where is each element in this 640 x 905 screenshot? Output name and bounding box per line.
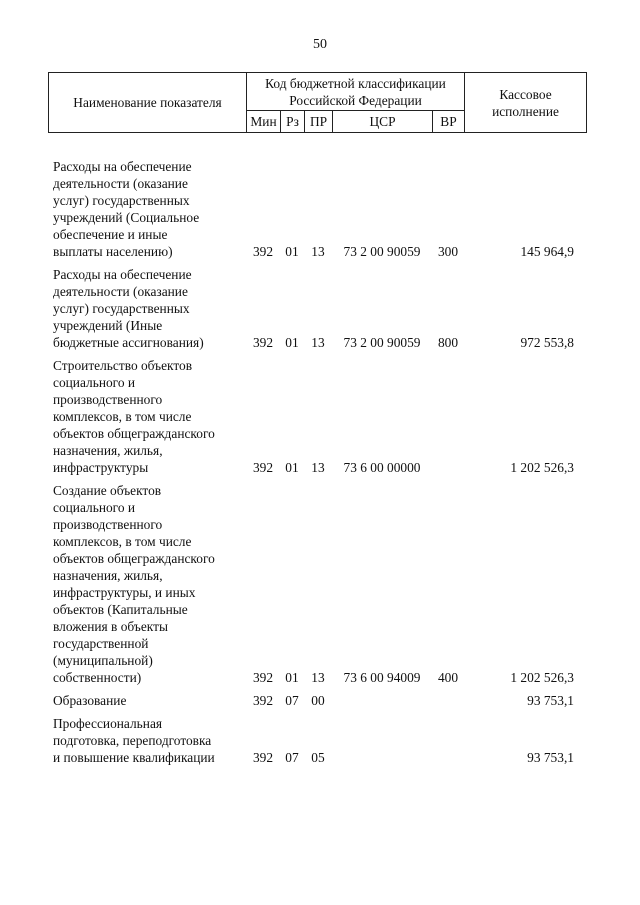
row-name-line: социального и xyxy=(53,375,136,390)
row-pr: 00 xyxy=(311,693,325,708)
row-name xyxy=(48,482,246,692)
row-pr: 05 xyxy=(311,750,325,765)
row-name-line: Расходы на обеспечение xyxy=(53,267,192,282)
row-name-line: вложения в объекты xyxy=(53,619,168,634)
header-code-group xyxy=(247,73,465,111)
row-name-line: назначения, жилья, xyxy=(53,568,163,583)
row-amount: 972 553,8 xyxy=(520,335,574,350)
table-row xyxy=(48,158,588,266)
header-code-line1: Код бюджетной классификации xyxy=(265,75,446,91)
row-amount: 93 753,1 xyxy=(527,750,574,765)
table-row xyxy=(48,266,588,357)
row-name-line: производственного xyxy=(53,392,163,407)
row-csr: 73 6 00 00000 xyxy=(343,460,421,475)
table-body xyxy=(48,158,588,772)
row-min: 392 xyxy=(252,670,274,685)
row-min: 392 xyxy=(252,335,274,350)
row-name-line: учреждений (Иные xyxy=(53,318,163,333)
row-name-line: услуг) государственных xyxy=(53,193,190,208)
row-rz: 01 xyxy=(285,670,299,685)
row-amount: 1 202 526,3 xyxy=(510,460,574,475)
row-name-line: Образование xyxy=(53,693,127,708)
row-name-line: учреждений (Социальное xyxy=(53,210,200,225)
page-number: 50 xyxy=(313,37,327,52)
header-exec-col xyxy=(465,73,587,133)
row-vr xyxy=(432,692,464,715)
row-csr: 73 2 00 90059 xyxy=(343,244,421,259)
table-row xyxy=(48,715,588,772)
row-csr xyxy=(332,715,432,772)
table-header xyxy=(48,72,587,133)
row-name-line: (муниципальной) xyxy=(53,653,153,668)
header-exec-line1: Кассовое xyxy=(499,86,552,102)
row-min: 392 xyxy=(252,750,274,765)
row-amount: 93 753,1 xyxy=(527,693,574,708)
row-name-line: Профессиональная xyxy=(53,716,163,731)
row-name-line: Расходы на обеспечение xyxy=(53,159,192,174)
row-name-line: комплексов, в том числе xyxy=(53,534,192,549)
row-name-line: Строительство объектов xyxy=(53,358,193,373)
row-pr: 13 xyxy=(311,460,325,475)
row-min: 392 xyxy=(252,244,274,259)
header-name-label: Наименование показателя xyxy=(73,95,222,110)
row-name-line: комплексов, в том числе xyxy=(53,409,192,424)
row-csr: 73 2 00 90059 xyxy=(343,335,421,350)
row-name xyxy=(48,266,246,357)
row-rz: 07 xyxy=(285,693,299,708)
row-name-line: объектов общегражданского xyxy=(53,426,215,441)
row-name xyxy=(48,715,246,772)
table-row xyxy=(48,482,588,692)
row-name-line: бюджетные ассигнования) xyxy=(53,335,204,350)
header-exec-line2: исполнение xyxy=(492,103,559,119)
row-rz: 07 xyxy=(285,750,299,765)
row-rz: 01 xyxy=(285,244,299,259)
header-vr: ВР xyxy=(433,111,465,133)
header-code-line2: Российской Федерации xyxy=(289,92,422,108)
row-csr xyxy=(332,692,432,715)
row-name-line: деятельности (оказание xyxy=(53,176,188,191)
row-name-line: и повышение квалификации xyxy=(53,750,215,765)
row-name-line: производственного xyxy=(53,517,163,532)
header-pr: ПР xyxy=(305,111,333,133)
row-pr: 13 xyxy=(311,670,325,685)
row-vr: 300 xyxy=(437,244,459,259)
row-min: 392 xyxy=(252,693,274,708)
row-amount: 145 964,9 xyxy=(520,244,574,259)
row-name xyxy=(48,692,246,715)
row-name-line: услуг) государственных xyxy=(53,301,190,316)
header-name-col xyxy=(49,73,247,133)
row-name-line: собственности) xyxy=(53,670,142,685)
row-name-line: социального и xyxy=(53,500,136,515)
row-rz: 01 xyxy=(285,460,299,475)
header-csr: ЦСР xyxy=(333,111,433,133)
row-name-line: деятельности (оказание xyxy=(53,284,188,299)
row-rz: 01 xyxy=(285,335,299,350)
row-vr xyxy=(432,715,464,772)
row-csr: 73 6 00 94009 xyxy=(343,670,421,685)
row-name-line: назначения, жилья, xyxy=(53,443,163,458)
row-vr: 400 xyxy=(437,670,459,685)
row-min: 392 xyxy=(252,460,274,475)
table-row xyxy=(48,692,588,715)
row-name-line: подготовка, переподготовка xyxy=(53,733,212,748)
row-name-line: объектов (Капитальные xyxy=(53,602,188,617)
header-rz: Рз xyxy=(281,111,305,133)
row-name-line: обеспечение и иные xyxy=(53,227,168,242)
row-pr: 13 xyxy=(311,244,325,259)
row-amount: 1 202 526,3 xyxy=(510,670,574,685)
row-vr xyxy=(432,357,464,482)
row-name-line: инфраструктуры, и иных xyxy=(53,585,196,600)
row-name-line: объектов общегражданского xyxy=(53,551,215,566)
table-row xyxy=(48,357,588,482)
header-min: Мин xyxy=(247,111,281,133)
row-name-line: выплаты населению) xyxy=(53,244,173,259)
row-vr: 800 xyxy=(437,335,459,350)
row-name-line: государственной xyxy=(53,636,149,651)
row-name-line: Создание объектов xyxy=(53,483,162,498)
row-name xyxy=(48,357,246,482)
row-name-line: инфраструктуры xyxy=(53,460,149,475)
row-name xyxy=(48,158,246,266)
row-pr: 13 xyxy=(311,335,325,350)
